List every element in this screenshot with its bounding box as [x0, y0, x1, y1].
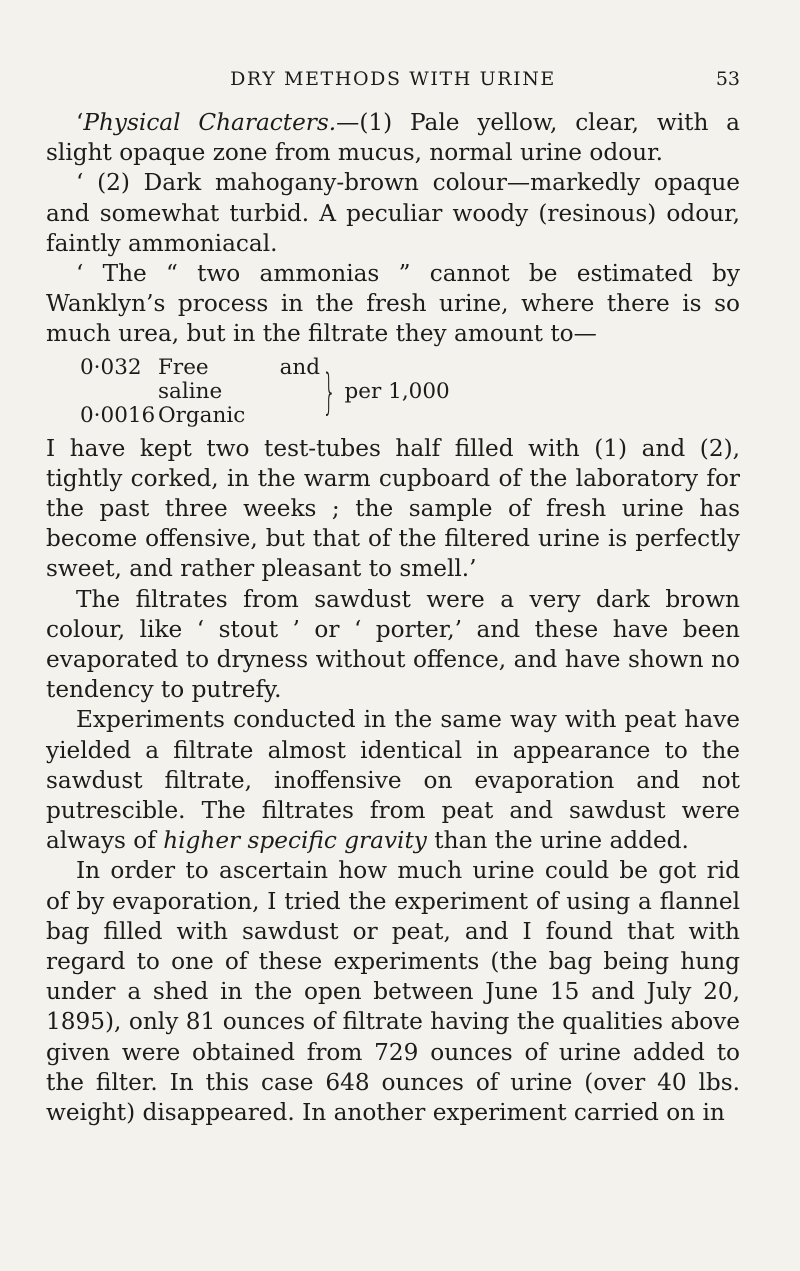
paragraph-text: —(1) Pale yellow, clear, with a slight opaque zone from mucus, normal urine odour. — [46, 109, 740, 167]
row-value: 0·032 — [80, 354, 142, 380]
paragraph-physical-characters — [46, 108, 740, 168]
paragraph-dark-mahogany: ‘ (2) Dark mahogany-brown colour—markedly opaque and somewhat turbid. A peculiar woody (resinous) odour, faintly ammoniacal. — [46, 169, 740, 257]
row-label: Organic — [158, 402, 246, 428]
ammonia-rows — [80, 356, 320, 428]
table-unit: per 1,000 — [344, 378, 450, 404]
row-label: Free and saline — [158, 354, 320, 404]
paragraph-two-ammonias: ‘ The “ two ammonias ” cannot be estimated by Wanklyn’s process in the fresh urine, where there is so much urea, but in the filtrate they amount to— — [46, 260, 740, 348]
italic-heading: Physical Characters. — [83, 109, 337, 136]
paragraph-evaporation: In order to ascertain how much urine could be got rid of by evaporation, I tried the experiment of using a flannel bag filled with sawdust or peat, and I found that with regard to one of these experiments (the bag being hung under a shed in the open between June 15 and July 20, 1895), only 81 ounces of filtrate having the qualities above given were obtained from 729 ounces of urine added to the filter. In this case 648 ounces of urine (over 40 lbs. weight) disappeared. In another experiment carried on in — [46, 857, 740, 1127]
page-body — [46, 108, 740, 1128]
paragraph-peat-experiments — [46, 705, 740, 856]
paragraph-sawdust-filtrates: The filtrates from sawdust were a very dark brown colour, like ‘ stout ’ or ‘ porter,’ and these have been evaporated to dryness without offence, and have shown no tendency to putrefy. — [46, 585, 740, 704]
running-head: DRY METHODS WITH URINE — [230, 68, 556, 90]
table-row — [80, 356, 320, 404]
page-number: 53 — [715, 68, 740, 90]
right-brace: } — [322, 363, 337, 420]
italic-phrase: higher specific gravity — [163, 827, 427, 855]
ammonia-table — [80, 356, 740, 428]
open-quote: ‘ — [76, 109, 84, 136]
paragraph-test-tubes: I have kept two test-tubes half filled with (1) and (2), tightly corked, in the warm cupboard of the laboratory for the past three weeks ; the sample of fresh urine has become offensive, but that of the filtered urine is perfectly sweet, and rather pleasant to smell.’ — [46, 434, 740, 583]
table-row — [80, 404, 320, 428]
row-value: 0·0016 — [80, 402, 156, 428]
page-header — [46, 62, 740, 102]
paragraph-text: Experiments conducted in the same way with peat have yielded a filtrate almost identical in appearance to the sawdust filtrate, inoffensive on evaporation and not putrescible. The filtrates from peat and sawdust were always of — [46, 706, 740, 855]
paragraph-text: than the urine added. — [426, 827, 689, 855]
